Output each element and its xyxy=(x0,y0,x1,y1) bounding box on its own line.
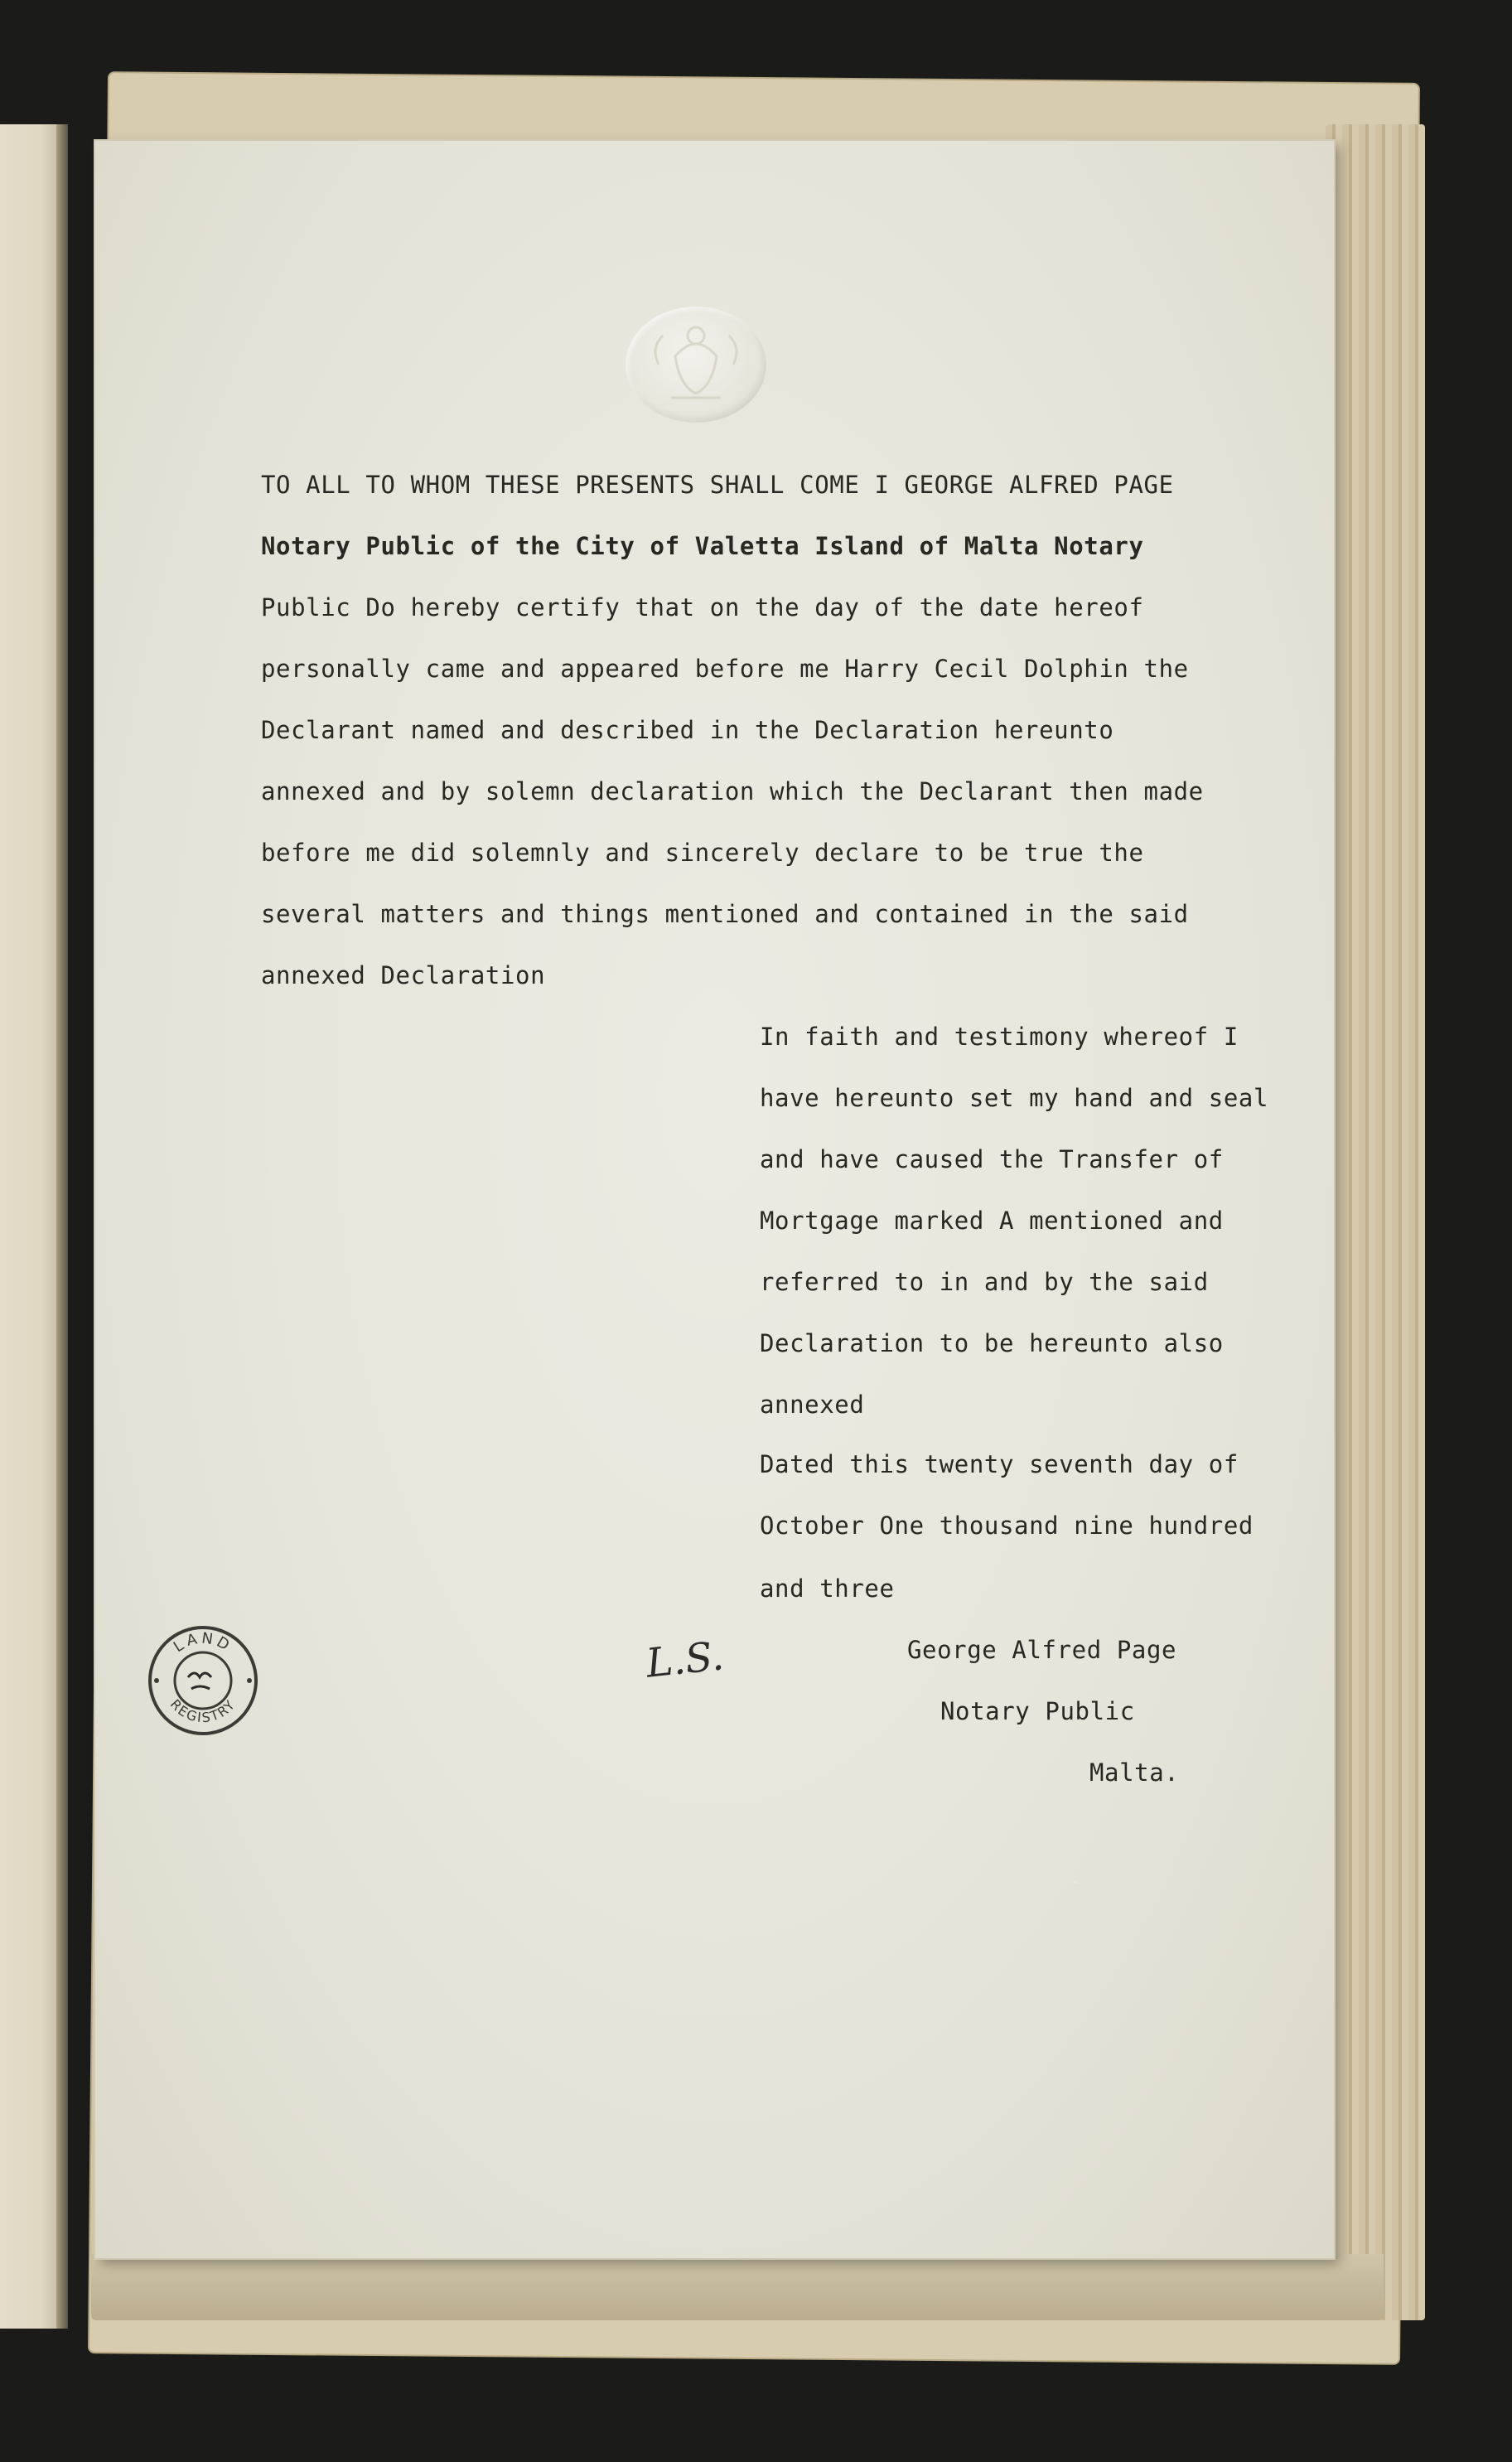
svg-text:REGISTRY xyxy=(167,1696,239,1725)
testimony-line-5: referred to in and by the said xyxy=(760,1268,1209,1296)
body-line-5: Declarant named and described in the Declaration hereunto xyxy=(261,716,1114,744)
body-line-6: annexed and by solemn declaration which the Declarant then made xyxy=(261,777,1204,805)
testimony-line-6: Declaration to be hereunto also xyxy=(760,1329,1224,1357)
body-line-3: Public Do hereby certify that on the day of the date hereof xyxy=(261,593,1144,622)
testimony-line-4: Mortgage marked A mentioned and xyxy=(760,1207,1224,1235)
stamp-top-text: LAND xyxy=(170,1629,235,1657)
page-bottom-edge xyxy=(91,2254,1384,2320)
date-line-2: October One thousand nine hundred xyxy=(760,1512,1254,1540)
seal-mark: L.S. xyxy=(644,1632,727,1687)
book-gutter xyxy=(56,124,68,2329)
signatory-title: Notary Public xyxy=(940,1697,1135,1725)
body-line-8: several matters and things mentioned and contained in the said xyxy=(261,900,1189,928)
body-line-9: annexed Declaration xyxy=(261,961,546,989)
body-line-2: Notary Public of the City of Valetta Island of Malta Notary xyxy=(261,532,1144,560)
testimony-line-7: annexed xyxy=(760,1391,865,1419)
land-registry-stamp xyxy=(145,1623,261,1739)
stamp-bottom-text: REGISTRY xyxy=(167,1695,239,1726)
date-line-3: and three xyxy=(760,1574,895,1603)
testimony-line-1: In faith and testimony whereof I xyxy=(760,1023,1239,1051)
embossed-crest xyxy=(626,307,766,423)
left-page xyxy=(0,124,68,2329)
document-page xyxy=(95,141,1334,2258)
signatory-place: Malta. xyxy=(1089,1758,1180,1787)
body-line-1: TO ALL TO WHOM THESE PRESENTS SHALL COME I GEORGE ALFRED PAGE xyxy=(261,471,1174,499)
page-edge-strip xyxy=(1326,124,1425,2320)
signatory-name: George Alfred Page xyxy=(907,1636,1177,1664)
body-line-7: before me did solemnly and sincerely declare to be true the xyxy=(261,839,1144,867)
body-line-4: personally came and appeared before me Harry Cecil Dolphin the xyxy=(261,655,1189,683)
date-line-1: Dated this twenty seventh day of xyxy=(760,1450,1239,1478)
testimony-line-3: and have caused the Transfer of xyxy=(760,1145,1224,1173)
testimony-line-2: have hereunto set my hand and seal xyxy=(760,1084,1269,1112)
